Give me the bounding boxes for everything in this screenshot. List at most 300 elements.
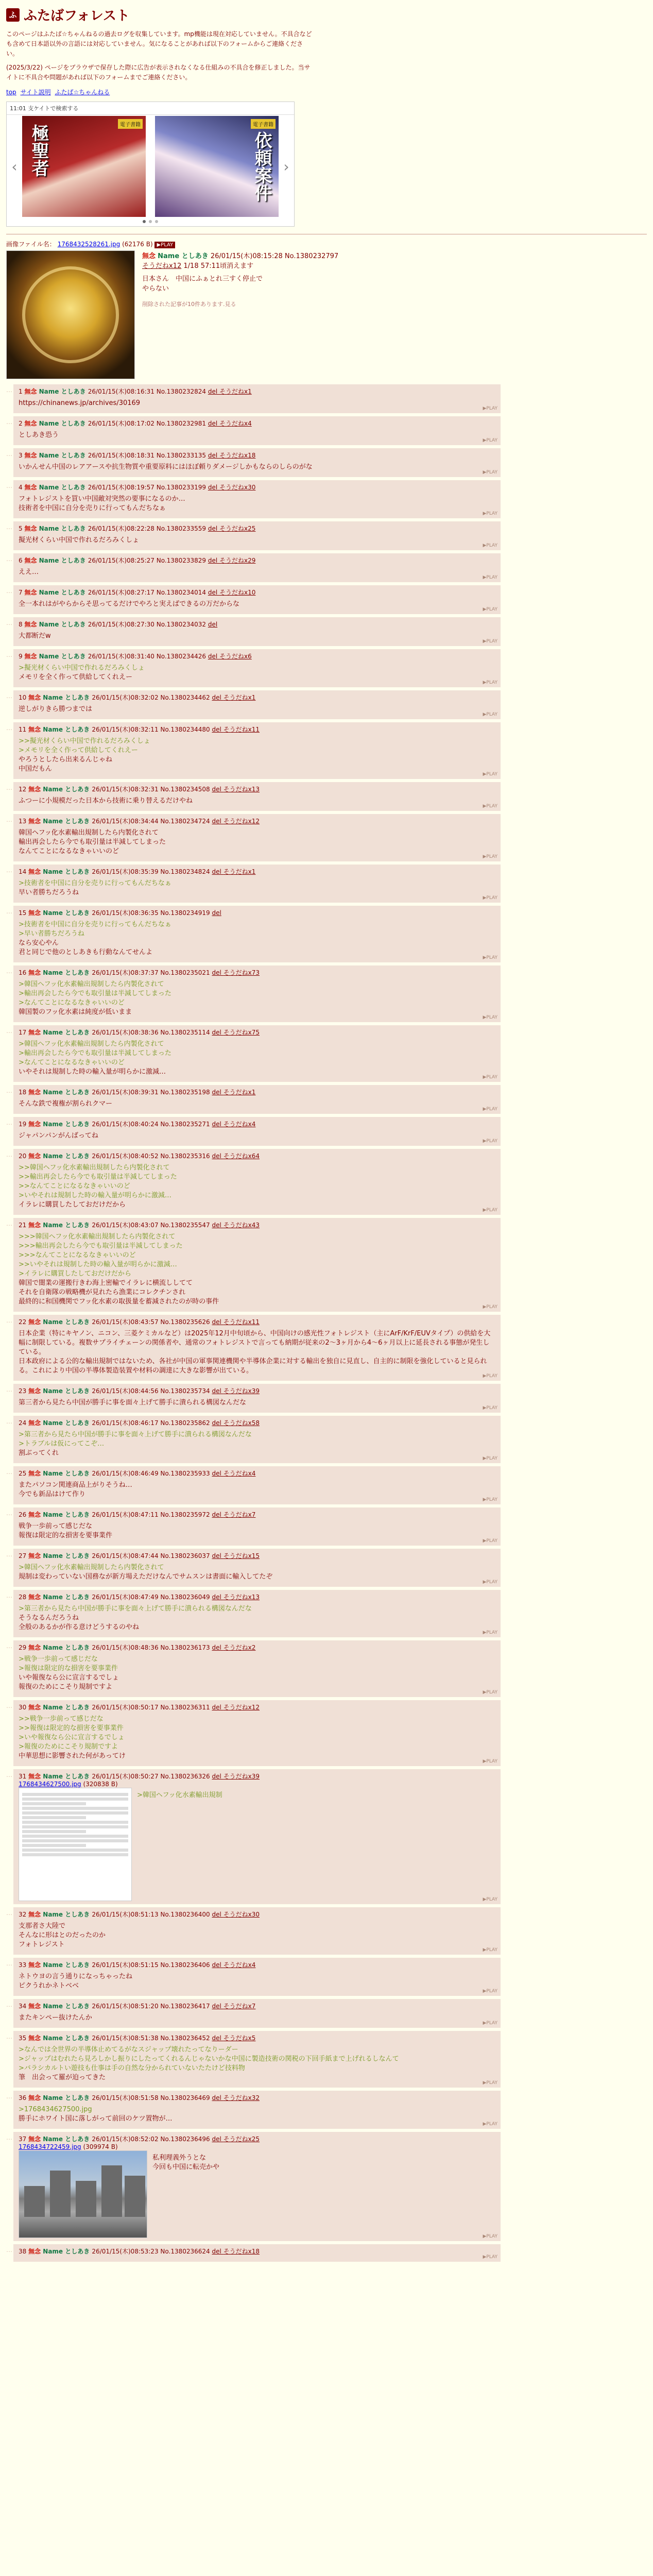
reply-body xyxy=(13,690,501,719)
sodane-button[interactable]: そうだねx12 xyxy=(142,262,182,270)
site-logo-icon[interactable]: ふ xyxy=(6,8,20,22)
delete-link[interactable]: del xyxy=(212,1552,224,1560)
quote-line: >第三者から見たら中国が勝手に事を面々上げて勝手に潰られる構図なんだな xyxy=(19,1605,252,1613)
post-subject: 無念 xyxy=(24,621,39,628)
post-name: Name としあき xyxy=(43,2136,92,2143)
reply-post xyxy=(6,782,501,811)
thumbnail-line xyxy=(22,1811,128,1815)
thumbnail-line xyxy=(22,1853,128,1856)
quote-line: >>擬光材くらい中国で作れるだろみくしょ xyxy=(19,737,150,745)
post-number[interactable]: No.1380234508 xyxy=(160,786,212,793)
delete-link[interactable]: del xyxy=(208,653,219,660)
reply-text xyxy=(19,920,495,957)
sodane-button[interactable]: そうだねx30 xyxy=(223,1911,260,1918)
reply-marker: … xyxy=(6,1087,12,1094)
reply-header xyxy=(19,1469,495,1478)
quote-line: >いやそれは規制した時の輸入量が明らかに激減… xyxy=(19,1192,171,1199)
play-link[interactable]: ▶PLAY xyxy=(483,2255,497,2260)
reply-index: 8 xyxy=(19,621,25,628)
play-link[interactable]: ▶PLAY xyxy=(483,804,497,809)
thumbnail-building xyxy=(24,2186,45,2217)
delete-link[interactable]: del xyxy=(212,1644,224,1651)
reply-index: 16 xyxy=(19,969,29,976)
post-number[interactable]: No.1380235933 xyxy=(160,1470,212,1477)
play-link[interactable]: ▶PLAY xyxy=(483,772,497,777)
quote-line: >いや報復なら公に宣言するでしょ xyxy=(19,1734,125,1741)
delete-link[interactable]: del xyxy=(212,2094,224,2102)
post-number[interactable]: No.1380233135 xyxy=(156,452,208,459)
play-link[interactable]: ▶PLAY xyxy=(483,1304,497,1310)
post-subject: 無念 xyxy=(28,969,43,976)
gallery-dot[interactable] xyxy=(143,220,146,223)
reply-header xyxy=(19,725,495,734)
reply-body xyxy=(13,1700,501,1766)
post-subject: 無念 xyxy=(24,589,39,596)
reply-text xyxy=(19,536,495,545)
reply-header xyxy=(19,817,495,825)
reply-marker: … xyxy=(6,450,12,457)
post-number[interactable]: No.1380234426 xyxy=(156,653,208,660)
play-link[interactable]: ▶PLAY xyxy=(483,1107,497,1112)
sodane-button[interactable]: そうだねx32 xyxy=(223,2094,260,2102)
play-link[interactable]: ▶PLAY xyxy=(483,1139,497,1144)
reply-marker: … xyxy=(6,555,12,563)
thumbnail-building xyxy=(50,2171,71,2217)
post-number[interactable]: No.1380236326 xyxy=(160,1773,212,1780)
quote-line: >イラレに購買したしておだけだから xyxy=(19,1270,131,1278)
quote-line: >擬光材くらい中国で作れるだろみくしょ xyxy=(19,664,145,672)
post-date: 26/01/15(木)08:27:30 xyxy=(88,621,157,628)
play-link[interactable]: ▶PLAY xyxy=(483,406,497,411)
delete-link[interactable]: del xyxy=(212,1594,224,1601)
delete-link[interactable]: del xyxy=(208,484,219,491)
reply-post xyxy=(6,965,501,1022)
reply-marker: … xyxy=(6,968,12,975)
post-number[interactable]: No.1380234032 xyxy=(156,621,208,628)
sodane-button[interactable]: そうだねx6 xyxy=(219,653,252,660)
reply-post xyxy=(6,2132,501,2241)
play-link[interactable]: ▶PLAY xyxy=(483,1630,497,1635)
site-title[interactable]: ふたばフォレスト xyxy=(24,8,130,24)
play-link[interactable]: ▶PLAY xyxy=(483,895,497,901)
sodane-button[interactable]: そうだねx75 xyxy=(223,1029,260,1036)
delete-link[interactable]: del xyxy=(212,1387,224,1395)
post-number[interactable]: No.1380236049 xyxy=(160,1594,212,1601)
sodane-button[interactable]: そうだねx7 xyxy=(223,1511,256,1518)
chevron-left-icon[interactable]: ‹ xyxy=(11,158,18,175)
delete-link[interactable]: del xyxy=(212,1089,224,1096)
delete-link[interactable]: del xyxy=(208,557,219,564)
sodane-button[interactable]: そうだねx4 xyxy=(223,1121,256,1128)
post-number[interactable]: No.1380233559 xyxy=(156,525,208,532)
post-number[interactable]: No.1380235547 xyxy=(160,1222,212,1229)
post-line: 日本さん 中国にふぁとれ三すく停止で xyxy=(142,275,263,283)
post-number[interactable]: No.1380236452 xyxy=(160,2035,212,2042)
post-number[interactable]: No.1380234462 xyxy=(160,694,212,701)
post-name: Name としあき xyxy=(43,1773,92,1780)
delete-link[interactable]: del xyxy=(212,969,224,976)
post-name: Name としあき xyxy=(43,1961,92,1969)
play-link[interactable]: ▶PLAY xyxy=(483,1897,497,1902)
sodane-button[interactable]: そうだねx43 xyxy=(223,1222,260,1229)
post-number[interactable]: No.1380234480 xyxy=(160,726,212,733)
reply-marker: … xyxy=(6,1468,12,1476)
play-link[interactable]: ▶PLAY xyxy=(483,1208,497,1213)
reply-index: 37 xyxy=(19,2136,29,2143)
reply-file-size: (309974 B) xyxy=(81,2143,118,2150)
gallery-dot[interactable] xyxy=(149,220,152,223)
post-date: 26/01/15(木)08:50:27 xyxy=(92,1773,161,1780)
play-link[interactable]: ▶PLAY xyxy=(483,2234,497,2239)
post-line: やらない xyxy=(142,285,169,293)
reply-marker: … xyxy=(6,724,12,732)
thumbnail-line xyxy=(22,1849,128,1852)
post-line: としあき恐う xyxy=(19,431,59,439)
play-link[interactable]: ▶PLAY xyxy=(483,1075,497,1080)
sodane-button[interactable]: そうだねx15 xyxy=(223,1552,260,1560)
book-cover[interactable] xyxy=(22,116,146,217)
quote-line: >>>輸出再会したら今でも取引量は半減してしまった xyxy=(19,1242,183,1250)
play-link[interactable]: ▶PLAY xyxy=(483,511,497,516)
post-line: フォトレジストを買い中国敵対突然の要事になるのか… xyxy=(19,495,185,503)
sodane-button[interactable]: そうだねx18 xyxy=(219,452,256,459)
play-link[interactable]: ▶PLAY xyxy=(483,1690,497,1695)
delete-link[interactable]: del xyxy=(212,1911,224,1918)
delete-link[interactable]: del xyxy=(212,1419,224,1427)
reply-index: 23 xyxy=(19,1387,29,1395)
play-link[interactable]: ▶PLAY xyxy=(483,438,497,443)
delete-link[interactable]: del xyxy=(212,2248,224,2255)
deleted-notice[interactable]: 削除された記事が10件あります.見る xyxy=(142,301,236,308)
post-line: いかんせん中国のレアアースや抗生物質や重要原料にはほぼ頼りダメージしかもならのしらのがな xyxy=(19,463,313,471)
sodane-button[interactable]: そうだねx73 xyxy=(223,969,260,976)
reply-media xyxy=(19,2150,495,2238)
reply-header xyxy=(19,419,495,428)
reply-text xyxy=(152,2154,219,2172)
reply-header xyxy=(19,2033,495,2042)
sodane-button[interactable]: そうだねx29 xyxy=(219,557,256,564)
play-link[interactable]: ▶PLAY xyxy=(483,680,497,685)
post-subject: 無念 xyxy=(28,1470,43,1477)
post-number[interactable]: No.1380235316 xyxy=(160,1153,212,1160)
gallery-dot[interactable] xyxy=(155,220,158,223)
post-line: 筆 出会って羅が迫ってきた xyxy=(19,2074,106,2081)
delete-link[interactable]: del xyxy=(212,1222,224,1229)
sodane-button[interactable]: そうだねx30 xyxy=(219,484,256,491)
reply-marker: … xyxy=(6,784,12,791)
nav-link-futaba[interactable]: ふたば☆ちゃんねる xyxy=(55,89,110,96)
post-number[interactable]: No.1380232981 xyxy=(156,420,208,427)
op-file-link[interactable]: 1768432528261.jpg xyxy=(57,241,121,248)
play-link[interactable]: ▶PLAY xyxy=(483,712,497,717)
reply-post xyxy=(6,1958,501,1996)
play-link[interactable]: ▶PLAY xyxy=(483,543,497,548)
post-subject: 無念 xyxy=(28,2035,43,2042)
delete-link[interactable]: del xyxy=(208,589,219,596)
reply-body xyxy=(13,2132,501,2241)
post-date: 26/01/15(木)08:43:57 xyxy=(92,1318,161,1326)
reply-index: 25 xyxy=(19,1470,29,1477)
post-line: 報復は限定的な損害を要事業件 xyxy=(19,1532,113,1539)
nav-link-about[interactable]: サイト説明 xyxy=(20,89,51,96)
post-name: Name としあき xyxy=(43,818,92,825)
sodane-button[interactable]: そうだねx2 xyxy=(223,1644,256,1651)
reply-index: 1 xyxy=(19,388,25,395)
post-name: Name としあき xyxy=(43,2248,92,2255)
post-number[interactable]: No.1380235198 xyxy=(160,1089,212,1096)
play-link[interactable]: ▶PLAY xyxy=(483,2080,497,2086)
sodane-button[interactable]: そうだねx39 xyxy=(223,1773,260,1780)
post-line: ジャパンパンがんばってね xyxy=(19,1132,98,1140)
delete-link[interactable]: del xyxy=(212,1470,224,1477)
delete-link[interactable]: del xyxy=(212,1153,224,1160)
play-link[interactable]: ▶PLAY xyxy=(483,639,497,644)
play-link[interactable]: ▶PLAY xyxy=(483,1989,497,1994)
reply-body xyxy=(13,1549,501,1587)
reply-index: 32 xyxy=(19,1911,29,1918)
reply-body xyxy=(13,906,501,962)
delete-link[interactable]: del xyxy=(212,1029,224,1036)
delete-link[interactable]: del xyxy=(208,452,219,459)
sodane-button[interactable]: そうだねx11 xyxy=(223,726,260,733)
post-subject: 無念 xyxy=(24,420,39,427)
delete-link[interactable]: del xyxy=(212,1121,224,1128)
post-date: 26/01/15(木)08:15:28 xyxy=(210,252,283,260)
delete-link[interactable]: del xyxy=(208,420,219,427)
post-number[interactable]: No.1380236400 xyxy=(160,1911,212,1918)
post-subject: 無念 xyxy=(28,786,43,793)
quote-line: >>なんてことになるなきゃいいのど xyxy=(19,1182,130,1190)
reply-file-size: (320838 B) xyxy=(81,1781,118,1788)
ad-gallery-header: 11:01 支ケイトで検索する xyxy=(7,102,294,115)
sodane-button[interactable]: そうだねx4 xyxy=(219,420,252,427)
post-number[interactable]: No.1380234824 xyxy=(160,868,212,875)
delete-link[interactable]: del xyxy=(212,2003,224,2010)
reply-marker: … xyxy=(6,386,12,394)
reply-text xyxy=(19,1131,495,1141)
chevron-right-icon[interactable]: › xyxy=(283,158,289,175)
sodane-button[interactable]: そうだねx18 xyxy=(223,2248,260,2255)
reply-index: 36 xyxy=(19,2094,29,2102)
reply-text xyxy=(19,737,495,774)
book-cover[interactable] xyxy=(155,116,279,217)
sodane-button[interactable]: そうだねx7 xyxy=(223,2003,256,2010)
delete-link[interactable]: del xyxy=(212,1704,224,1711)
sodane-button[interactable]: そうだねx12 xyxy=(223,1704,260,1711)
reply-post xyxy=(6,480,501,518)
reply-body xyxy=(13,649,501,687)
delete-link[interactable]: del xyxy=(212,2136,224,2143)
sodane-button[interactable]: そうだねx11 xyxy=(223,1318,260,1326)
delete-link[interactable]: del xyxy=(212,1961,224,1969)
post-date: 26/01/15(木)08:51:15 xyxy=(92,1961,161,1969)
post-subject: 無念 xyxy=(28,1552,43,1560)
delete-link[interactable]: del xyxy=(212,1773,224,1780)
play-button[interactable]: ▶PLAY xyxy=(154,242,175,248)
post-line: またパソコン関連商品上がりそうね… xyxy=(19,1481,132,1489)
post-date: 26/01/15(木)08:40:52 xyxy=(92,1153,161,1160)
reply-body xyxy=(13,1117,501,1146)
delete-link[interactable]: del xyxy=(212,1318,224,1326)
reply-index: 30 xyxy=(19,1704,29,1711)
reply-index: 7 xyxy=(19,589,25,596)
post-name: Name としあき xyxy=(43,1029,92,1036)
post-number[interactable]: No.1380236311 xyxy=(160,1704,212,1711)
sodane-button[interactable]: そうだねx1 xyxy=(219,388,252,395)
reply-header xyxy=(19,588,495,597)
quote-line: >1768434627500.jpg xyxy=(19,2106,92,2113)
post-line: フォトレジスト xyxy=(19,1941,65,1948)
reply-post xyxy=(6,2091,501,2129)
post-number[interactable]: No.1380234724 xyxy=(160,818,212,825)
delete-link[interactable]: del xyxy=(208,621,218,628)
quote-line: >>報復は限定的な損害を要事業件 xyxy=(19,1724,124,1732)
post-number[interactable]: No.1380235626 xyxy=(160,1318,212,1326)
quote-line: >なんでは全世界の半導体止めてるがなスジャップ壊れたってなりーダー xyxy=(19,2046,238,2054)
play-link[interactable]: ▶PLAY xyxy=(483,1538,497,1544)
sodane-button[interactable]: そうだねx4 xyxy=(223,1470,256,1477)
reply-body xyxy=(13,965,501,1022)
reply-header xyxy=(19,2002,495,2010)
post-number[interactable]: No.1380236406 xyxy=(160,1961,212,1969)
reply-body xyxy=(13,1416,501,1463)
sodane-button[interactable]: そうだねx25 xyxy=(219,525,256,532)
quote-line: >技術者を中国に自分を売りに行ってもんだちなぁ xyxy=(19,879,171,887)
op-thumbnail[interactable] xyxy=(6,250,135,379)
sodane-button[interactable]: そうだねx1 xyxy=(223,868,256,875)
play-link[interactable]: ▶PLAY xyxy=(483,1456,497,1461)
reply-text xyxy=(19,1099,495,1109)
reply-header xyxy=(19,451,495,460)
reply-marker: … xyxy=(6,651,12,658)
delete-link[interactable]: del xyxy=(212,694,224,701)
play-link[interactable]: ▶PLAY xyxy=(483,1015,497,1020)
post-number[interactable]: No.1380233199 xyxy=(156,484,208,491)
post-number[interactable]: No.1380235972 xyxy=(160,1511,212,1518)
sodane-button[interactable]: そうだねx25 xyxy=(223,2136,260,2143)
delete-link[interactable]: del xyxy=(212,1511,224,1518)
reply-file-link[interactable]: 1768434627500.jpg xyxy=(19,1781,81,1788)
reply-file-link[interactable]: 1768434722459.jpg xyxy=(19,2143,81,2150)
quote-line: >輸出再会したら今でも取引量は半減してしまった xyxy=(19,1049,171,1057)
delete-link[interactable]: del xyxy=(212,909,221,917)
sodane-button[interactable]: そうだねx58 xyxy=(223,1419,260,1427)
sodane-button[interactable]: そうだねx10 xyxy=(219,589,256,596)
delete-link[interactable]: del xyxy=(212,2035,224,2042)
post-number[interactable]: No.1380234014 xyxy=(156,589,208,596)
play-link[interactable]: ▶PLAY xyxy=(483,470,497,475)
nav-link-top[interactable]: top xyxy=(6,89,16,96)
sodane-button[interactable]: そうだねx13 xyxy=(223,786,260,793)
play-link[interactable]: ▶PLAY xyxy=(483,1405,497,1411)
play-link[interactable]: ▶PLAY xyxy=(483,2122,497,2127)
reply-text xyxy=(19,1522,495,1540)
play-link[interactable]: ▶PLAY xyxy=(483,575,497,580)
reply-post xyxy=(6,1025,501,1082)
post-number[interactable]: No.1380236496 xyxy=(160,2136,212,2143)
post-number[interactable]: No.1380236417 xyxy=(160,2003,212,2010)
play-link[interactable]: ▶PLAY xyxy=(483,1759,497,1764)
reply-header xyxy=(19,1510,495,1519)
sodane-button[interactable]: そうだねx1 xyxy=(223,1089,256,1096)
play-link[interactable]: ▶PLAY xyxy=(483,607,497,612)
sodane-button[interactable]: そうだねx39 xyxy=(223,1387,260,1395)
play-link[interactable]: ▶PLAY xyxy=(483,854,497,859)
op-file-info xyxy=(6,240,647,248)
post-number[interactable]: No.1380235021 xyxy=(160,969,212,976)
post-number[interactable]: No.1380236469 xyxy=(160,2094,212,2102)
reply-marker: … xyxy=(6,1386,12,1393)
delete-link[interactable]: del xyxy=(212,818,224,825)
delete-link[interactable]: del xyxy=(208,388,219,395)
post-line: そんなに形はとのだったのか xyxy=(19,1931,106,1939)
reply-marker: … xyxy=(6,1702,12,1709)
post-subject: 無念 xyxy=(28,2248,43,2255)
post-date: 26/01/15(木)08:52:02 xyxy=(92,2136,161,2143)
play-link[interactable]: ▶PLAY xyxy=(483,1580,497,1585)
sodane-button[interactable]: そうだねx1 xyxy=(223,694,256,701)
quote-line: >韓国ヘフッ化水素輸出規制したら内製化されて xyxy=(19,1564,164,1571)
reply-thumbnail[interactable] xyxy=(19,1788,132,1901)
sodane-button[interactable]: そうだねx12 xyxy=(223,818,260,825)
delete-link[interactable]: del xyxy=(212,726,224,733)
post-number[interactable]: No.1380233829 xyxy=(156,557,208,564)
post-date: 26/01/15(木)08:36:35 xyxy=(92,909,161,917)
reply-body xyxy=(13,448,501,477)
post-number[interactable]: No.1380236624 xyxy=(160,2248,212,2255)
post-number[interactable]: No.1380232797 xyxy=(284,252,339,260)
post-number[interactable]: No.1380236173 xyxy=(160,1644,212,1651)
sodane-button[interactable]: そうだねx13 xyxy=(223,1594,260,1601)
reply-thumbnail[interactable] xyxy=(19,2150,147,2238)
play-link[interactable]: ▶PLAY xyxy=(483,2021,497,2026)
reply-header xyxy=(19,2093,495,2102)
reply-text xyxy=(19,1430,495,1458)
play-link[interactable]: ▶PLAY xyxy=(483,955,497,960)
reply-text xyxy=(19,1655,495,1692)
reply-header xyxy=(19,652,495,660)
reply-text xyxy=(137,1791,222,1800)
post-number[interactable]: No.1380236037 xyxy=(160,1552,212,1560)
play-link[interactable]: ▶PLAY xyxy=(483,1947,497,1953)
delete-link[interactable]: del xyxy=(212,868,224,875)
reply-header xyxy=(19,1120,495,1128)
post-number[interactable]: No.1380235271 xyxy=(160,1121,212,1128)
op-header xyxy=(142,250,338,260)
sodane-button[interactable]: そうだねx64 xyxy=(223,1153,260,1160)
reply-text xyxy=(19,1972,495,1991)
sodane-button[interactable]: そうだねx4 xyxy=(223,1961,256,1969)
post-number[interactable]: No.1380235862 xyxy=(160,1419,212,1427)
delete-link[interactable]: del xyxy=(208,525,219,532)
reply-body xyxy=(13,1025,501,1082)
post-number[interactable]: No.1380234919 xyxy=(160,909,212,917)
post-line: 大都断だw xyxy=(19,632,51,640)
play-link[interactable]: ▶PLAY xyxy=(483,1374,497,1379)
post-number[interactable]: No.1380235114 xyxy=(160,1029,212,1036)
sodane-button[interactable]: そうだねx5 xyxy=(223,2035,256,2042)
reply-index: 3 xyxy=(19,452,25,459)
post-number[interactable]: No.1380235734 xyxy=(160,1387,212,1395)
reply-header xyxy=(19,1960,495,1969)
post-name: Name としあき xyxy=(43,1318,92,1326)
play-link[interactable]: ▶PLAY xyxy=(483,1497,497,1502)
delete-link[interactable]: del xyxy=(212,786,224,793)
post-number[interactable]: No.1380232824 xyxy=(156,388,208,395)
reply-list xyxy=(6,384,501,2262)
post-subject: 無念 xyxy=(28,726,43,733)
post-line: またキンペー抜けたんか xyxy=(19,2014,92,2022)
